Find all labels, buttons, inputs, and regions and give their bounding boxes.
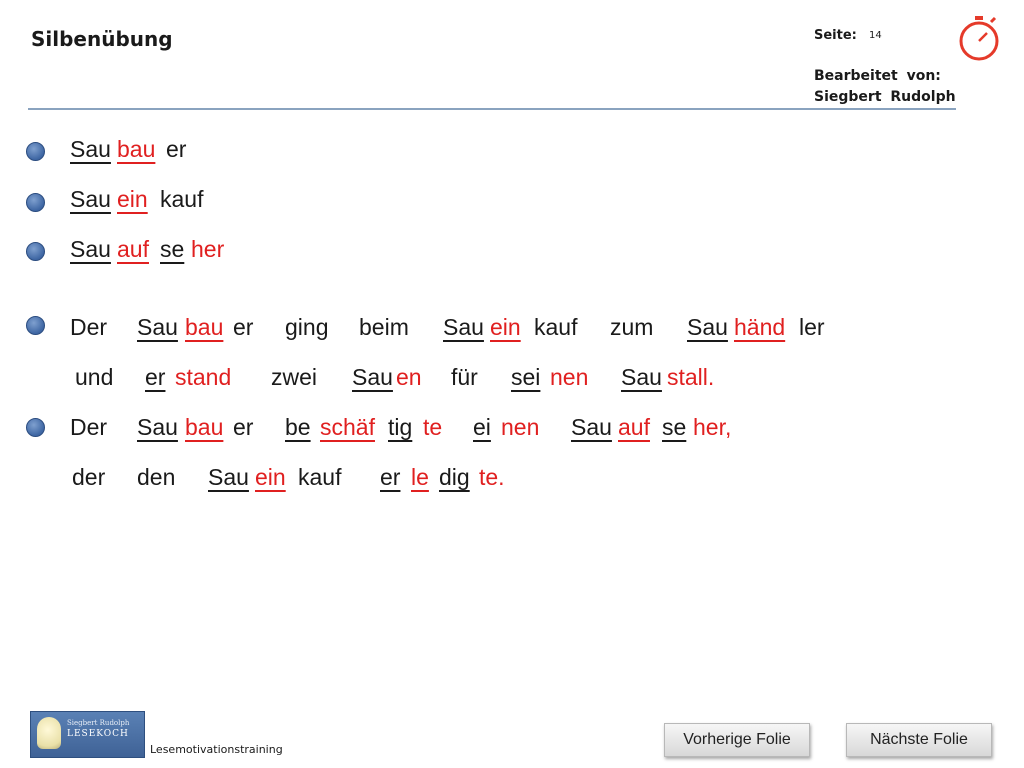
page-label: Seite: [814,28,857,43]
syllable: Sau [137,414,178,440]
syllable: er [380,464,401,490]
word: beim [359,314,409,340]
syllable: her [191,236,225,262]
editor-name: Siegbert Rudolph [814,89,956,105]
syllable: ein [490,314,521,340]
syllable: en [396,364,422,390]
syllable: kauf [160,186,204,212]
syllable: Sau [208,464,249,490]
next-slide-button[interactable]: Nächste Folie [846,723,992,757]
syllable: Sau [70,236,111,262]
editor-label: Bearbeitet von: [814,68,941,84]
syllable: ler [799,314,825,340]
syllable: ein [255,464,286,490]
syllable: ein [117,186,148,212]
syllable: Sau [621,364,662,390]
syllable: dig [439,464,470,490]
lightbulb-icon [37,717,61,749]
syllable: schäf [320,414,375,440]
bullet-icon [26,242,45,261]
syllable: er [145,364,166,390]
syllable: te [423,414,443,440]
syllable: er [166,136,187,162]
syllable: Sau [571,414,612,440]
syllable: ei [473,414,491,440]
logo-brand: LESEKOCH [67,729,129,739]
word: den [137,464,176,490]
syllable: se [160,236,185,262]
syllable: Sau [443,314,484,340]
word: Der [70,414,108,440]
syllable: auf [117,236,149,262]
syllable: le [411,464,429,490]
word: der [72,464,106,490]
syllable: auf [618,414,650,440]
word: für [451,364,478,390]
editor-info [814,66,956,108]
syllable: bau [117,136,156,162]
leseloch-logo [30,711,145,758]
previous-slide-button[interactable]: Vorherige Folie [664,723,810,757]
syllable: Sau [687,314,728,340]
page-title: Silbenübung [31,27,173,51]
word: ging [285,314,329,340]
syllable: Sau [137,314,178,340]
syllable: nen [501,414,540,440]
syllable: kauf [298,464,342,490]
footer-caption: Lesemotivationstraining [150,743,283,756]
syllable: stand [175,364,232,390]
page-number: 14 [869,30,882,41]
header-divider [28,108,956,110]
bullet-icon [26,193,45,212]
bullet-icon [26,142,45,161]
syllable: kauf [534,314,578,340]
bullet-icon [26,418,45,437]
syllable: se [662,414,687,440]
logo-author: Siegbert Rudolph [67,719,130,727]
syllable: be [285,414,311,440]
stopwatch-icon [955,14,1003,62]
word: Der [70,314,108,340]
syllable: sei [511,364,541,390]
syllable: händ [734,314,786,340]
bullet-icon [26,316,45,335]
syllable: Sau [352,364,393,390]
syllable: nen [550,364,589,390]
word: und [75,364,114,390]
word: zwei [271,364,318,390]
syllable: Sau [70,136,111,162]
word: zum [610,314,654,340]
syllable: bau [185,414,224,440]
syllable: te. [479,464,505,490]
syllable: bau [185,314,224,340]
syllable: tig [388,414,413,440]
syllable: Sau [70,186,111,212]
syllable: er [233,414,254,440]
syllable: her, [693,414,732,440]
syllable: stall. [667,364,715,390]
syllable: er [233,314,254,340]
